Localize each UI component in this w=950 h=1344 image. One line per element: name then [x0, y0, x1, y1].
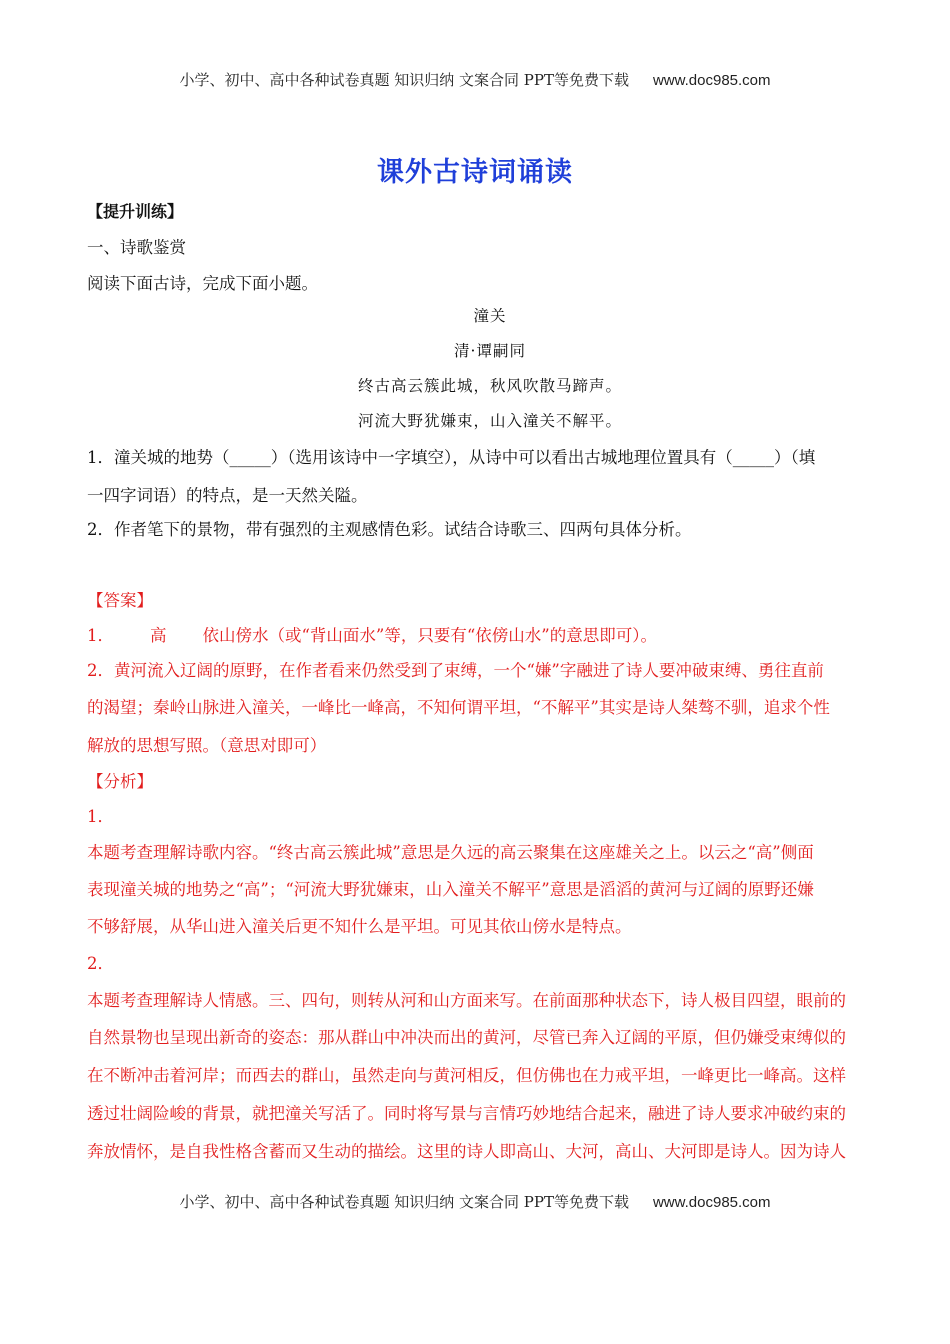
analysis-1-line: 不够舒展，从华山进入潼关后更不知什么是平坦。可见其依山傍水是特点。: [87, 917, 632, 936]
header-site-link[interactable]: www.doc985.com: [652, 72, 771, 89]
question-2: 2．作者笔下的景物，带有强烈的主观感情色彩。试结合诗歌三、四两句具体分析。: [87, 520, 692, 539]
page-footer: [0, 1191, 950, 1212]
answer-1-number: 1．: [87, 626, 114, 645]
question-1: 1．潼关城的地势（_____）（选用该诗中一字填空），从诗中可以看出古城地理位置具有（_____）（填: [87, 448, 816, 467]
answer-2-line: 2．黄河流入辽阔的原野，在作者看来仍然受到了束缚，一个“嫌”字融进了诗人要冲破束缚、勇往直前: [87, 661, 824, 680]
analysis-1-number: 1．: [87, 807, 114, 826]
analysis-2-line: 奔放情怀，是自我性格含蓄而又生动的描绘。这里的诗人即高山、大河，高山、大河即是诗人。因为诗人: [87, 1142, 846, 1161]
poem-line: 终古高云簇此城，秋风吹散马蹄声。: [357, 377, 622, 395]
header-text: 小学、初中、高中各种试卷真题 知识归纳 文案合同 PPT等免费下载: [179, 71, 629, 89]
question-1-cont: 一四字词语）的特点，是一天然关隘。: [87, 486, 368, 505]
poem-line: 河流大野犹嫌束，山入潼关不解平。: [357, 412, 622, 430]
analysis-2-line: 在不断冲击着河岸；而西去的群山，虽然走向与黄河相反，但仿佛也在力戒平坦，一峰更比一峰高。这样: [87, 1066, 846, 1085]
analysis-2-number: 2．: [87, 954, 114, 973]
analysis-1-line: 本题考查理解诗歌内容。“终古高云簇此城”意思是久远的高云聚集在这座雄关之上。以云之“高”侧面: [87, 843, 814, 862]
answer-1: [87, 622, 867, 646]
analysis-2-line: 本题考查理解诗人情感。三、四句，则转从河和山方面来写。在前面那种状态下，诗人极目四望，眼前的: [87, 991, 846, 1010]
analysis-label: 【分析】: [87, 772, 153, 791]
answer-2-line: 解放的思想写照。（意思对即可）: [87, 736, 327, 755]
part-heading: 一、诗歌鉴赏: [87, 238, 186, 257]
footer-site-link[interactable]: www.doc985.com: [652, 1194, 771, 1211]
answer-1-text: 依山傍水（或“背山面水”等，只要有“依傍山水”的意思即可）。: [202, 626, 657, 645]
poem-author: 清·谭嗣同: [454, 342, 526, 360]
answer-2-line: 的渴望；秦岭山脉进入潼关，一峰比一峰高，不知何谓平坦，“不解平”其实是诗人桀骜不驯，追求个性: [87, 698, 830, 717]
analysis-1-line: 表现潼关城的地势之“高”；“河流大野犹嫌束，山入潼关不解平”意思是滔滔的黄河与辽阔的原野还嫌: [87, 880, 814, 899]
analysis-2-line: 自然景物也呈现出新奇的姿态：那从群山中冲决而出的黄河，尽管已奔入辽阔的平原，但仍嫌受束缚似的: [87, 1028, 846, 1047]
poem-title: 潼关: [473, 307, 507, 325]
footer-text: 小学、初中、高中各种试卷真题 知识归纳 文案合同 PPT等免费下载: [179, 1193, 629, 1211]
section-label: 【提升训练】: [87, 202, 184, 221]
answer-label: 【答案】: [87, 591, 153, 610]
page-title: 课外古诗词诵读: [377, 157, 573, 188]
instruction: 阅读下面古诗，完成下面小题。: [87, 274, 318, 293]
page-header: [0, 69, 950, 90]
answer-1-char: 高: [150, 626, 167, 645]
analysis-2-line: 透过壮阔险峻的背景，就把潼关写活了。同时将写景与言情巧妙地结合起来，融进了诗人要求冲破约束的: [87, 1104, 846, 1123]
